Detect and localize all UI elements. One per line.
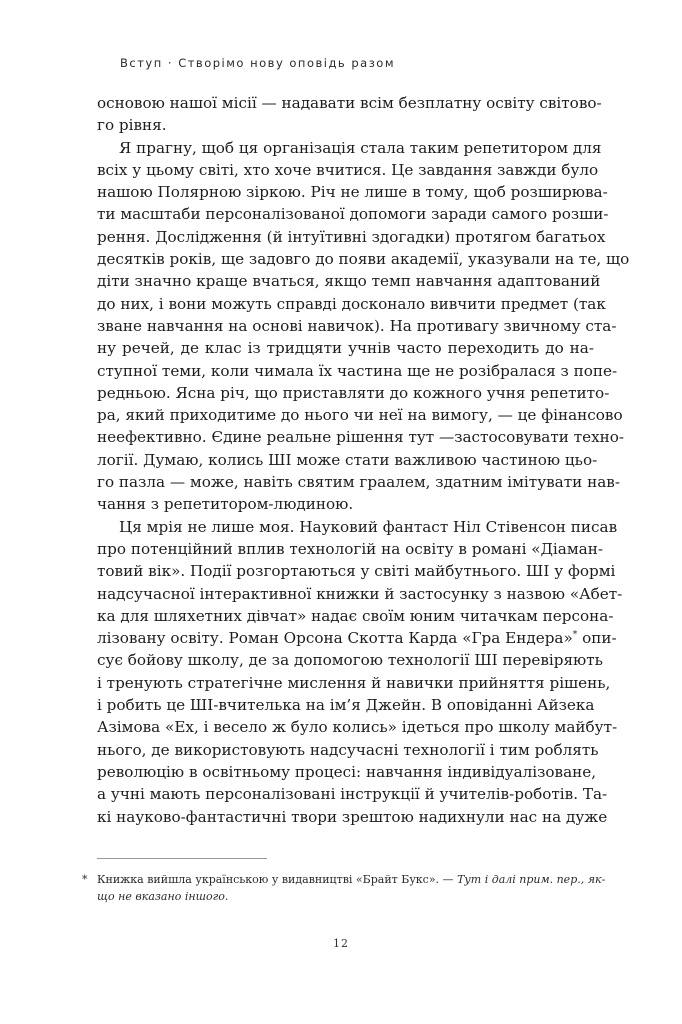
text-line: до них, і вони можуть справді досконало вивчити предмет (так [97,294,606,313]
text-line: чання з репетитором-людиною. [97,495,354,514]
text-line: десятків років, ще задовго до появи академії, указували на те, що [97,250,630,269]
text-line: го пазла — може, навіть святим граалем, здатним імітувати нав- [97,473,620,492]
footnote-line [97,871,606,888]
text-line: кі науково-фантастичні твори зрештою надихнули нас на дуже [97,807,608,826]
text-line: нього, де використовують надсучасні технології і тим роблять [97,740,599,759]
line-tail: опи- [577,629,617,648]
text-line: логії. Думаю, колись ШІ може стати важливою частиною цьо- [97,450,598,469]
text-line: рення. Дослідження (й інтуїтивні здогадки) протягом багатьох [97,227,606,246]
footnote-text: Книжка вийшла українською у видавництві «Брайт Букс». — [97,873,458,886]
text-line: ступної теми, коли чимала їх частина ще не розібралася з попе- [97,361,618,380]
text-line: всіх у цьому світі, хто хоче вчитися. Це завдання завжди було [97,160,599,179]
text-line: редньою. Ясна річ, що приставляти до кожного учня репетито- [97,383,610,402]
text-line: основою нашої місії — надавати всім безплатну освіту світово- [97,94,602,112]
body-text [97,92,630,828]
footnote-reference: * [572,630,578,641]
text-line: ти масштаби персоналізованої допомоги заради самого розши- [97,205,609,224]
running-head: Вступ · Створімо нову оповідь разом [120,56,396,70]
text-line: надсучасної інтерактивної книжки й застосунку з назвою «Абет- [97,584,623,603]
text-line: і робить це ШІ-вчителька на ім’я Джейн. В оповіданні Айзека [97,696,595,715]
text-line: діти значно краще вчаться, якщо темп навчання адаптований [97,272,601,291]
text-line: а учні мають персоналізовані інструкції й учителів-роботів. Та- [97,785,608,804]
footnote-line [97,888,594,905]
footnote-note-italic: що не вказано іншого. [97,890,229,903]
text-line: неефективно. Єдине реальне рішення тут —застосовувати техно- [97,428,625,447]
paragraph-start-line: Я прагну, щоб ця організація стала таким репетитором для [119,138,602,157]
text-line: ка для шляхетних дівчат» надає своїм юним читачкам персона- [97,606,614,625]
text-line: зване навчання на основі навичок). На противагу звичному ста- [97,316,617,335]
footnote-divider [97,858,267,859]
line-text: лізовану освіту. Роман Орсона Скотта Карда «Гра Ендера» [97,629,573,648]
text-line: ну речей, де клас із тридцяти учнів часто переходить до на- [97,339,594,358]
text-line: про потенційний вплив технологій на освіту в романі «Діаман- [97,539,603,558]
page-number: 12 [333,937,349,950]
footnote-note-italic: Тут і далі прим. пер., як- [457,873,606,886]
text-line: нашою Полярною зіркою. Річ не лише в тому, щоб розширюва- [97,183,608,202]
text-line: го рівня. [97,116,167,135]
paragraph-start-line: Ця мрія не лише моя. Науковий фантаст Ніл Стівенсон писав [119,517,618,536]
text-line: Азімова «Ех, і весело ж було колись» ідеться про школу майбут- [97,718,618,737]
footnote [82,871,606,905]
text-line: ра, який приходитиме до нього чи неї на вимогу, — це фінансово [97,406,623,425]
footnote-marker: * [82,873,88,886]
text-line: і тренують стратегічне мислення й навички прийняття рішень, [97,673,611,692]
text-line: сує бойову школу, де за допомогою технології ШІ перевіряють [97,651,603,670]
text-line: революцію в освітньому процесі: навчання індивідуалізоване, [97,762,597,781]
text-line-with-footnote [97,627,617,649]
text-line: товий вік». Події розгортаються у світі майбутнього. ШІ у формі [97,562,616,581]
